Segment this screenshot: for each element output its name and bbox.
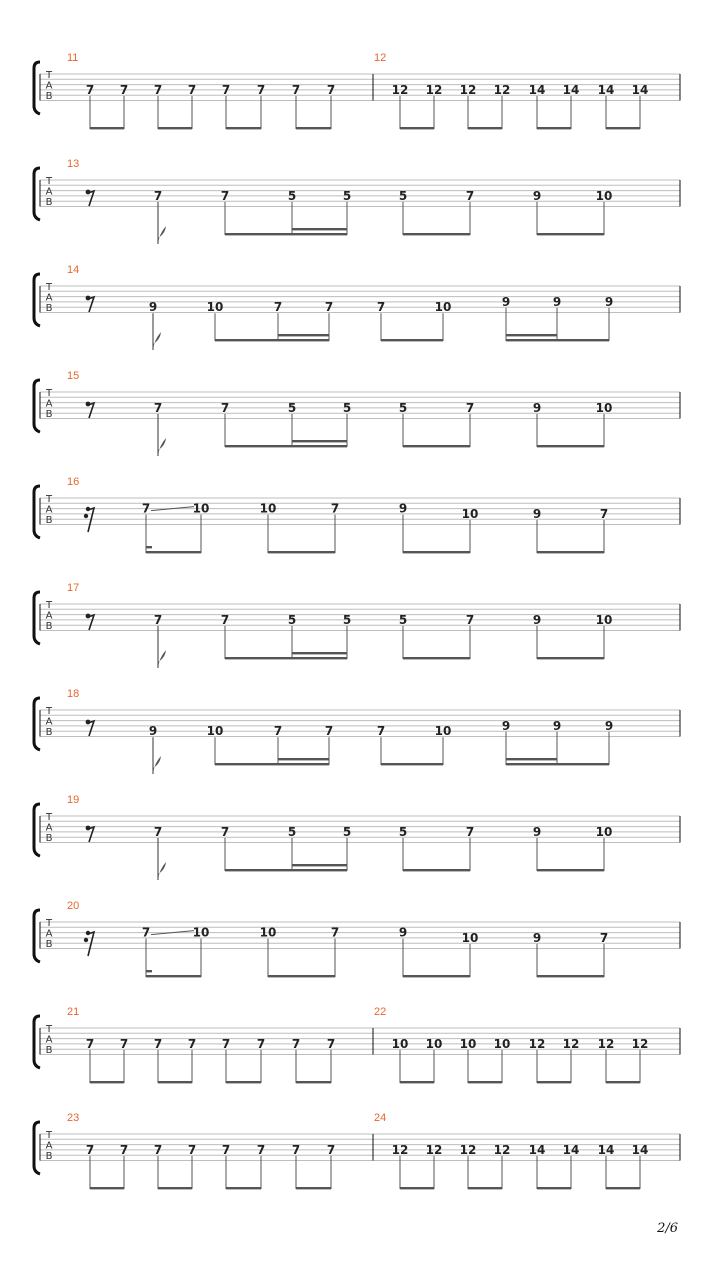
fret-number: 7 bbox=[324, 724, 334, 739]
fret-number: 5 bbox=[342, 824, 352, 839]
fret-number: 12 bbox=[425, 82, 443, 97]
fret-number: 7 bbox=[85, 1036, 95, 1051]
fret-number: 10 bbox=[434, 724, 452, 739]
fret-number: 9 bbox=[604, 718, 614, 733]
tab-clef-letter: A bbox=[45, 398, 53, 410]
eighth-rest-stroke bbox=[88, 827, 94, 842]
fret-number: 7 bbox=[141, 501, 151, 516]
beam bbox=[381, 339, 443, 341]
beam bbox=[158, 127, 192, 129]
measure-number: 12 bbox=[374, 52, 387, 64]
beam bbox=[537, 445, 604, 447]
beam bbox=[226, 1081, 261, 1083]
beam bbox=[606, 127, 640, 129]
beam bbox=[278, 758, 329, 760]
beam bbox=[506, 339, 609, 341]
tab-clef-letter: A bbox=[45, 292, 53, 304]
fret-number: 10 bbox=[595, 612, 613, 627]
system-3 bbox=[34, 264, 680, 350]
eighth-flag bbox=[158, 862, 166, 880]
fret-number: 10 bbox=[595, 188, 613, 203]
fret-number: 7 bbox=[599, 930, 609, 945]
beam bbox=[292, 864, 347, 866]
measure-number: 20 bbox=[67, 900, 80, 912]
beam bbox=[296, 127, 331, 129]
fret-number: 7 bbox=[119, 82, 129, 97]
fret-number: 7 bbox=[330, 925, 340, 940]
fret-number: 9 bbox=[532, 506, 542, 521]
tab-clef-letter: T bbox=[45, 600, 53, 611]
tab-clef-letter: A bbox=[45, 928, 53, 940]
tab-clef-letter: T bbox=[45, 70, 53, 81]
fret-number: 7 bbox=[256, 1142, 266, 1157]
fret-number: 5 bbox=[287, 824, 297, 839]
fret-number: 7 bbox=[220, 400, 230, 415]
measure-number: 18 bbox=[67, 688, 80, 700]
system-bracket bbox=[34, 910, 40, 962]
beam bbox=[606, 1081, 640, 1083]
measure-number: 14 bbox=[67, 264, 80, 276]
beam bbox=[226, 127, 261, 129]
fret-number: 7 bbox=[221, 1142, 231, 1157]
fret-number: 9 bbox=[398, 501, 408, 516]
fret-number: 14 bbox=[562, 1142, 580, 1157]
fret-number: 10 bbox=[493, 1036, 511, 1051]
fret-number: 7 bbox=[465, 612, 475, 627]
beam bbox=[225, 233, 347, 235]
measure-number: 16 bbox=[67, 476, 80, 488]
system-bracket bbox=[34, 486, 40, 538]
fret-number: 7 bbox=[291, 1036, 301, 1051]
fret-number: 7 bbox=[220, 188, 230, 203]
fret-number: 9 bbox=[532, 930, 542, 945]
tab-clef-letter: A bbox=[45, 610, 53, 622]
fret-number: 7 bbox=[326, 1142, 336, 1157]
fret-number: 7 bbox=[256, 1036, 266, 1051]
fret-number: 12 bbox=[459, 1142, 477, 1157]
beam bbox=[506, 758, 557, 760]
fret-number: 7 bbox=[376, 300, 386, 315]
eighth-rest-stroke bbox=[88, 403, 94, 418]
system-bracket bbox=[34, 62, 40, 114]
beam bbox=[296, 1081, 331, 1083]
fret-number: 7 bbox=[153, 188, 163, 203]
fret-number: 7 bbox=[220, 824, 230, 839]
fret-number: 7 bbox=[187, 82, 197, 97]
measure-number: 19 bbox=[67, 794, 80, 806]
tab-clef-letter: B bbox=[45, 1151, 53, 1162]
tab-clef-letter: A bbox=[45, 80, 53, 92]
fret-number: 5 bbox=[398, 824, 408, 839]
beam bbox=[226, 1187, 261, 1189]
system-7 bbox=[34, 688, 680, 774]
tab-clef-letter: A bbox=[45, 1140, 53, 1152]
fret-number: 9 bbox=[501, 718, 511, 733]
beam bbox=[403, 975, 470, 977]
system-4 bbox=[34, 370, 680, 456]
fret-number: 7 bbox=[221, 82, 231, 97]
fret-number: 14 bbox=[528, 82, 546, 97]
fret-number: 10 bbox=[206, 300, 224, 315]
eighth-flag bbox=[153, 332, 161, 350]
sixteenth-rest-stroke bbox=[88, 508, 94, 532]
fret-number: 10 bbox=[461, 930, 479, 945]
fret-number: 7 bbox=[330, 501, 340, 516]
measure-number: 24 bbox=[374, 1112, 387, 1124]
tab-clef-letter: T bbox=[45, 706, 53, 717]
system-2 bbox=[34, 158, 680, 244]
fret-number: 5 bbox=[342, 612, 352, 627]
beam bbox=[90, 1187, 124, 1189]
beam bbox=[400, 1187, 434, 1189]
tab-clef-letter: B bbox=[45, 939, 53, 950]
fret-number: 5 bbox=[398, 612, 408, 627]
fret-number: 14 bbox=[528, 1142, 546, 1157]
fret-number: 10 bbox=[459, 1036, 477, 1051]
fret-number: 12 bbox=[391, 82, 409, 97]
eighth-flag bbox=[153, 756, 161, 774]
sixteenth-rest-stroke bbox=[88, 932, 94, 956]
beam bbox=[537, 127, 571, 129]
fret-number: 9 bbox=[398, 925, 408, 940]
system-6 bbox=[34, 582, 680, 668]
beam bbox=[292, 440, 347, 442]
measure-number: 11 bbox=[67, 52, 79, 64]
fret-number: 7 bbox=[220, 612, 230, 627]
fret-number: 14 bbox=[631, 1142, 649, 1157]
fret-number: 9 bbox=[532, 400, 542, 415]
system-bracket bbox=[34, 274, 40, 326]
beam bbox=[292, 652, 347, 654]
fret-number: 9 bbox=[552, 718, 562, 733]
fret-number: 12 bbox=[562, 1036, 580, 1051]
system-8 bbox=[34, 794, 680, 880]
measure-number: 15 bbox=[67, 370, 80, 382]
tab-clef-letter: A bbox=[45, 186, 53, 198]
fret-number: 10 bbox=[192, 501, 210, 516]
fret-number: 7 bbox=[256, 82, 266, 97]
tab-clef-letter: B bbox=[45, 833, 53, 844]
beam bbox=[400, 127, 434, 129]
tab-clef-letter: B bbox=[45, 515, 53, 526]
fret-number: 9 bbox=[532, 824, 542, 839]
fret-number: 10 bbox=[461, 506, 479, 521]
fret-number: 12 bbox=[631, 1036, 649, 1051]
fret-number: 9 bbox=[552, 294, 562, 309]
tab-clef-letter: T bbox=[45, 388, 53, 399]
fret-number: 10 bbox=[259, 925, 277, 940]
fret-number: 7 bbox=[187, 1142, 197, 1157]
eighth-flag bbox=[158, 438, 166, 456]
fret-number: 14 bbox=[597, 82, 615, 97]
beam bbox=[278, 334, 329, 336]
fret-number: 7 bbox=[153, 1142, 163, 1157]
fret-number: 14 bbox=[631, 82, 649, 97]
beam bbox=[537, 551, 604, 553]
fret-number: 12 bbox=[391, 1142, 409, 1157]
beam bbox=[506, 763, 609, 765]
beam bbox=[537, 1187, 571, 1189]
tab-clef-letter: T bbox=[45, 1130, 53, 1141]
beam bbox=[225, 869, 347, 871]
beam bbox=[537, 975, 604, 977]
fret-number: 5 bbox=[287, 612, 297, 627]
sixteenth-rest bbox=[84, 938, 88, 942]
sixteenth-stub bbox=[146, 970, 152, 972]
tab-clef-letter: T bbox=[45, 1024, 53, 1035]
fret-number: 9 bbox=[604, 294, 614, 309]
fret-number: 7 bbox=[119, 1142, 129, 1157]
beam bbox=[468, 1187, 502, 1189]
eighth-flag bbox=[158, 650, 166, 668]
system-10 bbox=[34, 1006, 680, 1083]
measure-number: 17 bbox=[67, 582, 80, 594]
fret-number: 12 bbox=[425, 1142, 443, 1157]
fret-number: 12 bbox=[493, 82, 511, 97]
fret-number: 10 bbox=[434, 300, 452, 315]
sixteenth-stub bbox=[146, 546, 152, 548]
beam bbox=[215, 339, 329, 341]
tab-clef-letter: B bbox=[45, 409, 53, 420]
beam bbox=[606, 1187, 640, 1189]
beam bbox=[537, 657, 604, 659]
fret-number: 9 bbox=[148, 300, 158, 315]
fret-number: 5 bbox=[287, 188, 297, 203]
tab-clef-letter: A bbox=[45, 504, 53, 516]
fret-number: 12 bbox=[493, 1142, 511, 1157]
measure-number: 21 bbox=[67, 1006, 80, 1018]
beam bbox=[90, 1081, 124, 1083]
tab-clef-letter: A bbox=[45, 716, 53, 728]
system-1 bbox=[34, 52, 680, 129]
fret-number: 9 bbox=[532, 188, 542, 203]
fret-number: 14 bbox=[562, 82, 580, 97]
system-bracket bbox=[34, 168, 40, 220]
page-number: 2/6 bbox=[657, 1221, 678, 1236]
fret-number: 7 bbox=[141, 925, 151, 940]
fret-number: 7 bbox=[119, 1036, 129, 1051]
beam bbox=[225, 657, 347, 659]
fret-number: 7 bbox=[153, 82, 163, 97]
fret-number: 7 bbox=[376, 724, 386, 739]
system-9 bbox=[34, 900, 680, 977]
beam bbox=[537, 869, 604, 871]
fret-number: 10 bbox=[595, 824, 613, 839]
system-bracket bbox=[34, 1016, 40, 1068]
tab-clef-letter: T bbox=[45, 494, 53, 505]
beam bbox=[537, 1081, 571, 1083]
fret-number: 10 bbox=[192, 925, 210, 940]
beam bbox=[90, 127, 124, 129]
fret-number: 7 bbox=[273, 300, 283, 315]
tab-clef-letter: B bbox=[45, 727, 53, 738]
fret-number: 7 bbox=[291, 1142, 301, 1157]
system-bracket bbox=[34, 592, 40, 644]
beam bbox=[403, 551, 470, 553]
eighth-rest-stroke bbox=[88, 297, 94, 312]
sixteenth-rest bbox=[84, 514, 88, 518]
fret-number: 9 bbox=[501, 294, 511, 309]
beam bbox=[403, 657, 470, 659]
beam bbox=[215, 763, 329, 765]
fret-number: 7 bbox=[465, 400, 475, 415]
beam bbox=[400, 1081, 434, 1083]
tab-clef-letter: B bbox=[45, 197, 53, 208]
beam bbox=[403, 869, 470, 871]
fret-number: 7 bbox=[465, 188, 475, 203]
system-bracket bbox=[34, 1122, 40, 1174]
fret-number: 7 bbox=[153, 1036, 163, 1051]
fret-number: 7 bbox=[291, 82, 301, 97]
fret-number: 7 bbox=[465, 824, 475, 839]
fret-number: 7 bbox=[153, 824, 163, 839]
fret-number: 7 bbox=[85, 1142, 95, 1157]
fret-number: 9 bbox=[148, 724, 158, 739]
fret-number: 10 bbox=[391, 1036, 409, 1051]
beam bbox=[403, 445, 470, 447]
fret-number: 10 bbox=[425, 1036, 443, 1051]
fret-number: 7 bbox=[324, 300, 334, 315]
beam bbox=[158, 1081, 192, 1083]
beam bbox=[292, 228, 347, 230]
system-11 bbox=[34, 1112, 680, 1189]
fret-number: 10 bbox=[595, 400, 613, 415]
system-bracket bbox=[34, 804, 40, 856]
fret-number: 7 bbox=[326, 82, 336, 97]
fret-number: 5 bbox=[398, 400, 408, 415]
fret-number: 7 bbox=[599, 506, 609, 521]
tab-clef-letter: T bbox=[45, 918, 53, 929]
fret-number: 5 bbox=[342, 188, 352, 203]
beam bbox=[146, 975, 201, 977]
fret-number: 7 bbox=[153, 612, 163, 627]
beam bbox=[296, 1187, 331, 1189]
fret-number: 7 bbox=[153, 400, 163, 415]
tab-clef-letter: B bbox=[45, 91, 53, 102]
beam bbox=[537, 233, 604, 235]
fret-number: 14 bbox=[597, 1142, 615, 1157]
fret-number: 7 bbox=[273, 724, 283, 739]
fret-number: 5 bbox=[342, 400, 352, 415]
fret-number: 12 bbox=[597, 1036, 615, 1051]
beam bbox=[381, 763, 443, 765]
measure-number: 13 bbox=[67, 158, 80, 170]
beam bbox=[268, 551, 335, 553]
fret-number: 5 bbox=[398, 188, 408, 203]
measure-number: 23 bbox=[67, 1112, 80, 1124]
beam bbox=[468, 127, 502, 129]
fret-number: 9 bbox=[532, 612, 542, 627]
eighth-rest-stroke bbox=[88, 615, 94, 630]
beam bbox=[158, 1187, 192, 1189]
eighth-rest-stroke bbox=[88, 721, 94, 736]
eighth-flag bbox=[158, 226, 166, 244]
beam bbox=[146, 551, 201, 553]
measure-number: 22 bbox=[374, 1006, 387, 1018]
tab-clef-letter: T bbox=[45, 812, 53, 823]
tab-clef-letter: T bbox=[45, 282, 53, 293]
fret-number: 7 bbox=[85, 82, 95, 97]
system-bracket bbox=[34, 380, 40, 432]
tab-clef-letter: T bbox=[45, 176, 53, 187]
fret-number: 12 bbox=[528, 1036, 546, 1051]
tab-clef-letter: A bbox=[45, 1034, 53, 1046]
fret-number: 7 bbox=[326, 1036, 336, 1051]
tab-clef-letter: B bbox=[45, 1045, 53, 1056]
beam bbox=[506, 334, 557, 336]
fret-number: 10 bbox=[259, 501, 277, 516]
beam bbox=[403, 233, 470, 235]
fret-number: 7 bbox=[187, 1036, 197, 1051]
fret-number: 7 bbox=[221, 1036, 231, 1051]
fret-number: 5 bbox=[287, 400, 297, 415]
fret-number: 12 bbox=[459, 82, 477, 97]
fret-number: 10 bbox=[206, 724, 224, 739]
beam bbox=[268, 975, 335, 977]
beam bbox=[225, 445, 347, 447]
eighth-rest-stroke bbox=[88, 191, 94, 206]
tab-clef-letter: A bbox=[45, 822, 53, 834]
system-bracket bbox=[34, 698, 40, 750]
tab-clef-letter: B bbox=[45, 303, 53, 314]
tab-clef-letter: B bbox=[45, 621, 53, 632]
system-5 bbox=[34, 476, 680, 553]
beam bbox=[468, 1081, 502, 1083]
